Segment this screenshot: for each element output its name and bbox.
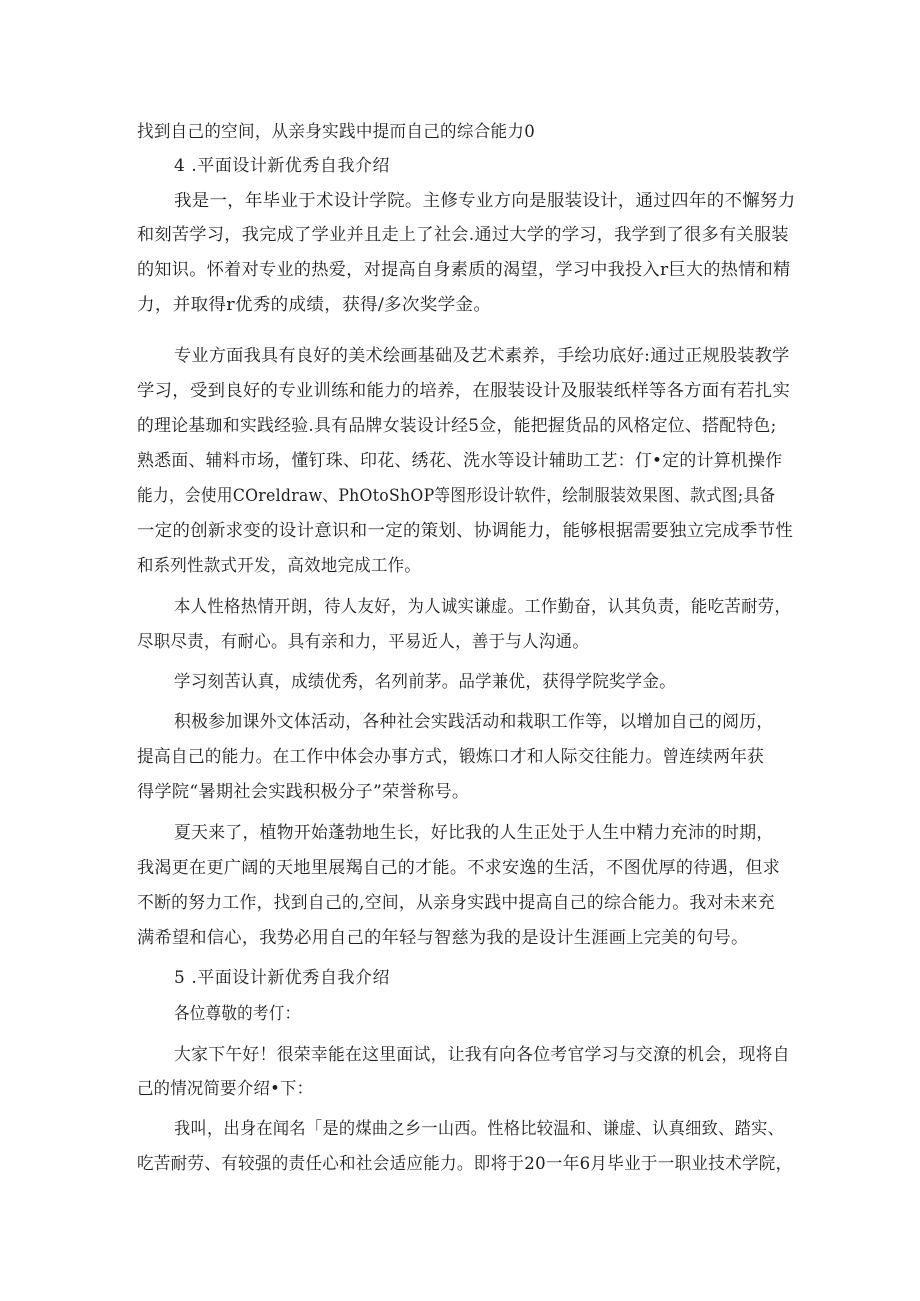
text-line: 得学院“暑期社会实践积极分子”荣誉称号。	[137, 782, 470, 802]
text-line: 和系列性款式开发，高效地完成工作。	[137, 556, 422, 576]
text-line: 能力，会使用COreldraw、PhOtoShOP等图形设计软件，绘制服装效果图、款式图;具备	[137, 486, 776, 506]
text-line: 本人性格热情开朗，待人友好，为人诚实谦虚。工作勤奋，认其负责，能吃苦耐劳，	[174, 597, 792, 617]
text-line: 提高自己的能力。在工作中体会办事方式，锻炼口才和人际交往能力。曾连续两年获	[137, 747, 765, 767]
text-line: 己的情况简要介绍•下：	[137, 1079, 314, 1099]
text-line: 我叫，出身在闻名「是的煤曲之乡一山西。性格比较温和、谦虚、认真细致、踏实、	[174, 1119, 785, 1139]
text-line: 学习刻苦认真，成绩优秀，名列前茅。品学兼优，获得学院奖学金。	[174, 672, 676, 692]
text-line: 满希望和信心，我势必用自己的年轻与智慈为我的是设计生涯画上完美的句号。	[137, 928, 749, 948]
text-line: 尽职尽责，有耐心。具有亲和力，平易近人，善于与人沟通。	[137, 632, 590, 652]
text-line: 不断的努力工作，找到自己的,空间，从亲身实践中提高自己的综合能力。我对未来充	[137, 893, 775, 913]
text-line: 学习，受到良好的专业训练和能力的培养，在服装设计及服装纸样等各方面有若扎实	[137, 381, 791, 401]
text-line: 我渴更在更广阔的天地里展羯自己的才能。不求安逸的生活，不图优厚的待遇，但求	[137, 858, 781, 878]
text-line: 专业方面我具有良好的美术绘画基础及艺术素养，手绘功底好:通过正规股装教学	[174, 346, 790, 366]
text-line: 的知识。怀着对专业的热爱，对提高自身素质的渴望，学习中我投入r巨大的热情和精	[137, 260, 791, 280]
text-line: 吃苦耐劳、有较强的责任心和社会适应能力。即将于20一年6月毕业于一职业技术学院，	[137, 1154, 793, 1174]
text-line: 找到自己的空间，从亲身实践中提而自己的综合能力0	[137, 122, 536, 142]
text-line: 和刻苦学习，我完成了学业并且走上了社会.通过大学的学习，我学到了很多有关服装	[137, 225, 789, 245]
section-heading: 4 .平面设计新优秀自我介绍	[174, 156, 391, 176]
text-line: 积极参加课外文体活动，各种社会实践活动和栽职工作等，以增加自己的阅历，	[174, 712, 774, 732]
text-line: 我是一，年毕业于术设计学院。主修专业方向是服装设计，通过四年的不懈努力	[174, 191, 796, 211]
text-line: 一定的创新求变的设计意识和一定的策划、协调能力，能够根据需要独立完成季节性	[137, 521, 794, 541]
section-heading: 5 .平面设计新优秀自我介绍	[174, 968, 391, 988]
text-line: 夏天来了，植物开始蓬勃地生长，好比我的人生正处于人生中精力充沛的时期，	[174, 823, 774, 843]
text-line: 各位尊敬的考仃：	[174, 1004, 301, 1024]
text-line: 大家下午好！很荣幸能在这里面试，让我有向各位考官学习与交潦的机会，现将自	[174, 1045, 790, 1065]
text-line: 力，并取得r优秀的成绩，获得/多次奖学金。	[137, 295, 492, 315]
text-line: 熟悉面、辅料市场，懂钉珠、印花、绣花、洗水等设计辅助工艺：仃•定的计算机操作	[137, 451, 783, 471]
text-line: 的理论基珈和实践经验.具有品牌女装设计经5佥，能把握货品的风格定位、搭配特色;	[137, 416, 777, 436]
